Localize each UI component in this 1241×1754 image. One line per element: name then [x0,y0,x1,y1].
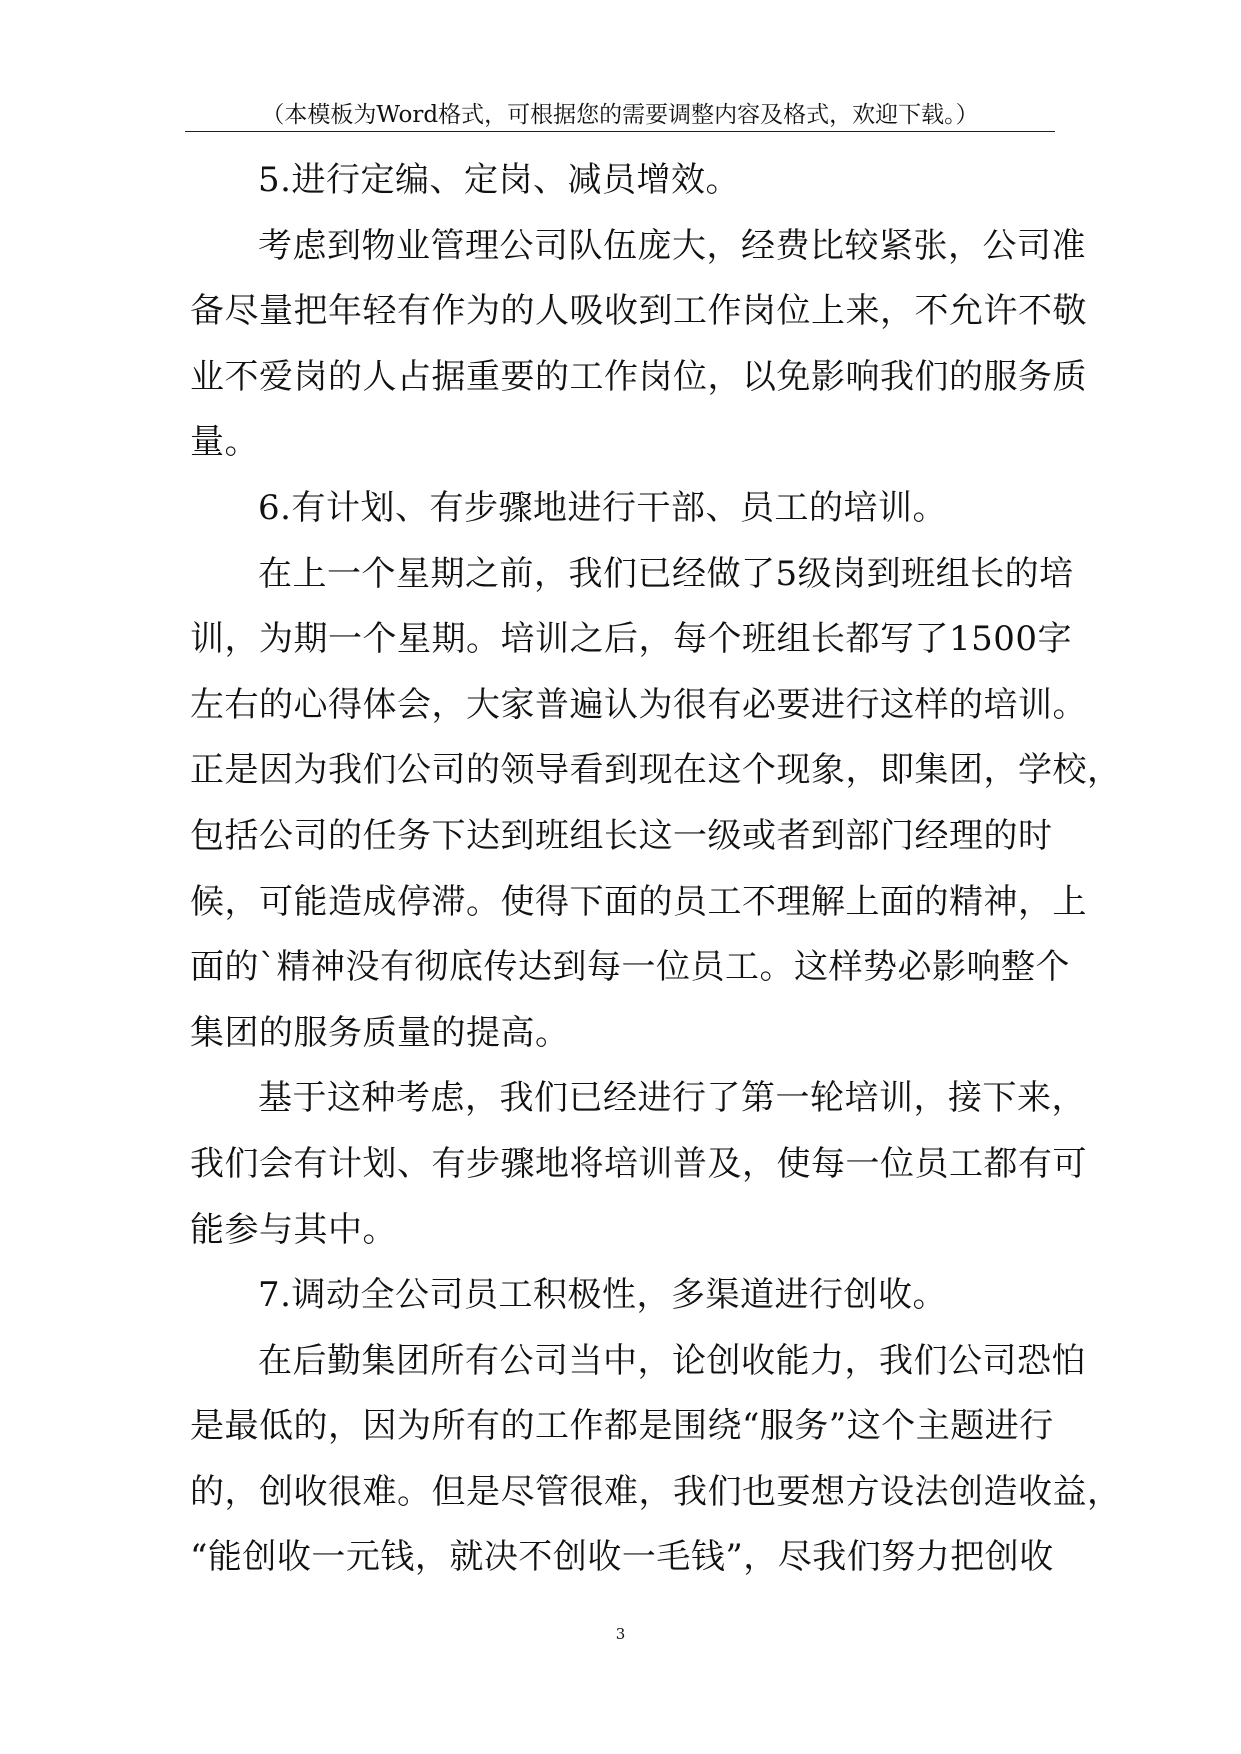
body-text [190,148,1122,1591]
text-line: “能创收一元钱，就决不创收一毛钱”，尽我们努力把创收 [190,1537,1054,1578]
text-line: 训，为期一个星期。培训之后，每个班组长都写了1500字 [190,619,1073,660]
text-line: 6.有计划、有步骤地进行干部、员工的培训。 [258,487,947,528]
text-line: 考虑到物业管理公司队伍庞大，经费比较紧张，公司准 [258,225,1086,266]
text-line: 基于这种考虑，我们已经进行了第一轮培训，接下来， [258,1078,1086,1119]
text-line: 备尽量把年轻有作为的人吸收到工作岗位上来，不允许不敬 [190,291,1087,332]
text-line: 是最低的，因为所有的工作都是围绕“服务”这个主题进行 [190,1406,1054,1447]
header-divider [185,131,1055,132]
text-line: 我们会有计划、有步骤地将培训普及，使每一位员工都有可 [190,1143,1087,1184]
text-line: 正是因为我们公司的领导看到现在这个现象，即集团，学校， [190,750,1122,791]
text-line: 的，创收很难。但是尽管很难，我们也要想方设法创造收益， [190,1471,1122,1512]
text-line: 在上一个星期之前，我们已经做了5级岗到班组长的培 [258,553,1074,594]
text-line: 5.进行定编、定岗、减员增效。 [258,160,740,200]
header-note: （本模板为Word格式，可根据您的需要调整内容及格式，欢迎下载。） [261,102,979,128]
text-line: 量。 [190,422,259,463]
text-line: 包括公司的任务下达到班组长这一级或者到部门经理的时 [190,815,1053,856]
text-line: 集团的服务质量的提高。 [190,1012,570,1053]
page-number: 3 [615,1625,626,1643]
text-line: 候，可能造成停滞。使得下面的员工不理解上面的精神，上 [190,881,1087,922]
text-line: 面的`精神没有彻底传达到每一位员工。这样势必影响整个 [190,947,1070,988]
text-line: 在后勤集团所有公司当中，论创收能力，我们公司恐怕 [258,1340,1086,1381]
text-line: 7.调动全公司员工积极性，多渠道进行创收。 [258,1275,947,1316]
text-line: 左右的心得体会，大家普遍认为很有必要进行这样的培训。 [190,684,1087,725]
text-line: 业不爱岗的人占据重要的工作岗位，以免影响我们的服务质 [190,356,1087,397]
text-line: 能参与其中。 [190,1209,397,1250]
